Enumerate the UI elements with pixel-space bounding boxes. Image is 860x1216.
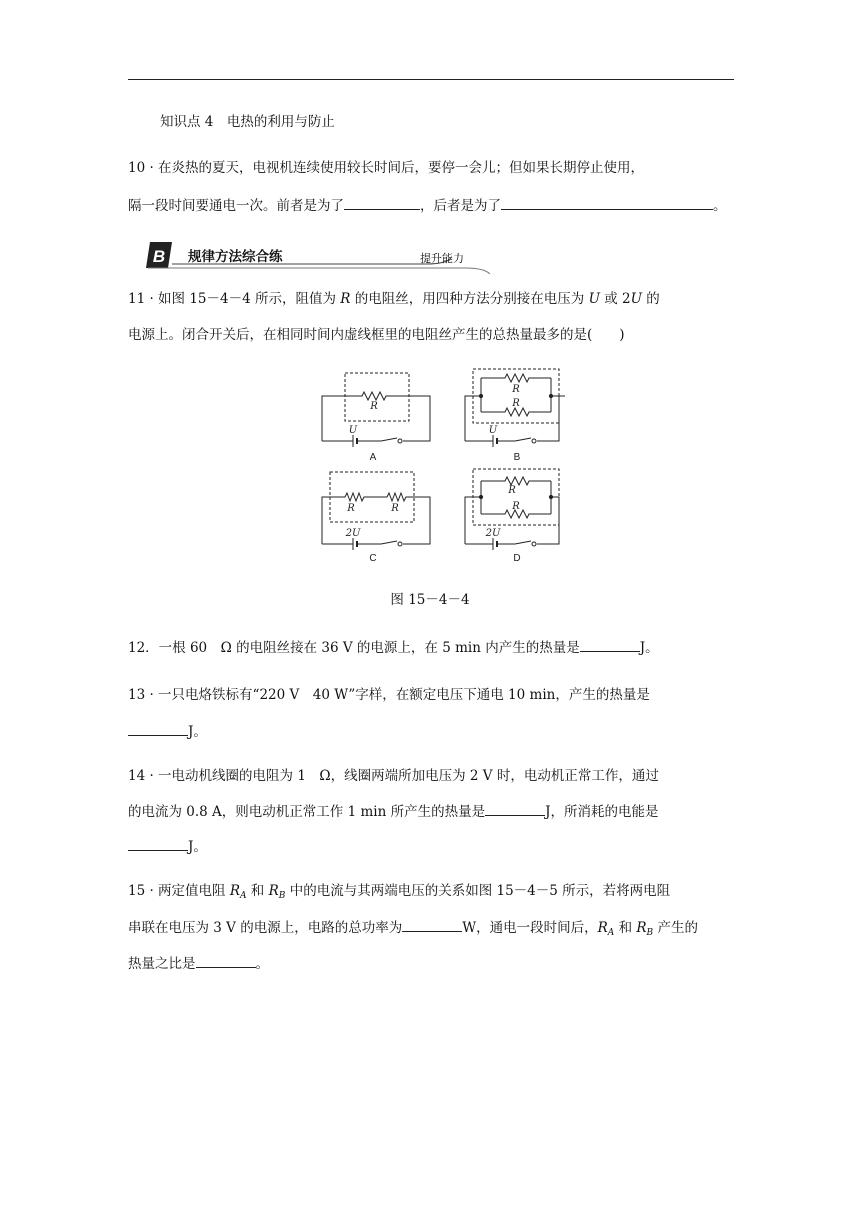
banner-subtitle: 提升能力 [420,252,464,265]
q14-line2: 的电流为 0.8 A，则电动机正常工作 1 min 所产生的热量是 J，所消耗的电能是 [128,801,734,822]
panel-a-resistor-label: R [370,401,378,412]
q14-line1: 14 · 一电动机线圈的电阻为 1 Ω，线圈两端所加电压为 2 V 时，电动机正常工作，通过 [128,768,659,784]
panel-b-voltage-label: U [488,425,498,436]
banner-badge: B [152,247,166,266]
circuit-panel-b [465,369,565,463]
answer-blank[interactable] [402,917,462,932]
q15-line1: 15 · 两定值电阻 $R_A$ 和 $R_B$ 中的电流与其两端电压的关系如图 15－4－5 所示，若将两电阻 [128,883,671,901]
panel-b-resistor2-label: R [512,398,520,409]
panel-c-label: C [369,553,377,564]
q10-line1: 10 · 在炎热的夏天，电视机连续使用较长时间后，要停一会儿；但如果长期停止使用， [128,160,645,176]
answer-blank[interactable] [128,836,188,851]
section-banner [146,240,490,274]
panel-a-voltage-label: U [348,425,358,436]
circuit-panel-a [322,373,430,463]
figure-caption: 图 15－4－4 [390,592,470,608]
q10-line2: 隔一段时间要通电一次。前者是为了 ，后者是为了 。 [128,195,734,216]
q15-line3: 热量之比是 。 [128,953,734,974]
section-heading: 知识点 4 电热的利用与防止 [160,114,335,130]
panel-b-label: B [513,452,521,463]
circuit-figure [315,364,565,570]
panel-d-resistor1-label: R [508,485,516,496]
panel-a-label: A [369,452,377,463]
answer-blank[interactable] [344,195,420,210]
answer-blank[interactable] [580,637,640,652]
top-rule [128,79,734,80]
banner-title: 规律方法综合练 [188,249,283,265]
answer-blank[interactable] [501,195,713,210]
q15-line2: 串联在电压为 3 V 的电源上，电路的总功率为 W，通电一段时间后，$R_A$ 和 $R_B$ 产生的 [128,917,734,943]
panel-d-label: D [513,553,521,564]
circuit-panel-c [322,472,430,564]
q12-line: 12．一根 60 Ω 的电阻丝接在 36 V 的电源上，在 5 min 内产生的热量是 J。 [128,637,734,658]
panel-c-resistor2-label: R [391,503,399,514]
q14-line3: J。 [128,836,734,857]
q13-line2: J。 [128,721,734,742]
answer-blank[interactable] [128,721,188,736]
panel-c-resistor1-label: R [347,503,355,514]
q11-line2: 电源上。闭合开关后，在相同时间内虚线框里的电阻丝产生的总热量最多的是( ) [128,327,625,343]
answer-blank[interactable] [485,801,545,816]
panel-d-voltage-label: 2U [485,528,501,539]
panel-d-resistor2-label: R [512,501,520,512]
panel-c-voltage-label: 2U [345,528,361,539]
q11-line1: 11 · 如图 15－4－4 所示，阻值为 R 的电阻丝，用四种方法分别接在电压为 U 或 2U 的 [128,291,660,307]
q13-line1: 13 · 一只电烙铁标有“220 V 40 W”字样，在额定电压下通电 10 min，产生的热量是 [128,687,650,703]
circuit-panel-d [465,469,559,564]
panel-b-resistor1-label: R [512,384,520,395]
answer-blank[interactable] [196,953,256,968]
